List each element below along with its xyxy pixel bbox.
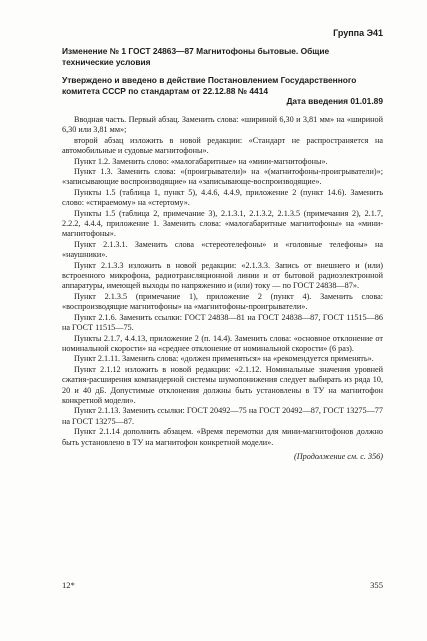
paragraph: Пункт 2.1.12 изложить в новой редакции: «2.1.12. Номинальные значения уровней сжатия-расширения компандерной системы шумопонижения следует выбирать из ряда 10, 20 и 40 дБ. Допустимые отклонения должны быть установлены в ТУ на магнитофон конкретной модели». (62, 364, 383, 405)
page-number: 355 (370, 580, 383, 590)
amendment-title: Изменение № 1 ГОСТ 24863—87 Магнитофоны бытовые. Общие технические условия (62, 46, 330, 67)
paragraph: Пункты 1.5 (таблица 2, примечание 3), 2.1.3.1, 2.1.3.2, 2.1.3.5 (примечания 2), 2.1.7, 2.2.2, 4.4.4, приложение 1. Заменить слова: «малогабаритные магнитофоны» на «мини-магнитофоны». (62, 208, 383, 239)
paragraph: Пункты 2.1.7, 4.4.13, приложение 2 (п. 14.4). Заменить слова: «основное отклонение от номинальной скорости» на «среднее отклонение от номинальной скорости» (6 раз). (62, 333, 383, 353)
page-footer (62, 580, 383, 590)
paragraph: Вводная часть. Первый абзац. Заменить слова: «шириной 6,30 и 3,81 мм» на «шириной 6,30 или 3,81 мм»; (62, 114, 383, 135)
paragraph: Пункт 2.1.14 дополнить абзацем. «Время перемотки для мини-магнитофонов должно быть установлено в ТУ на магнитофон конкретной модели». (62, 427, 383, 447)
paragraph: Пункт 2.1.3.1. Заменить слова «стереотелефоны» и «головные телефоны» на «наушники». (62, 239, 383, 260)
effective-date: Дата введения 01.01.89 (286, 96, 383, 107)
paragraph: Пункт 1.3. Заменить слова: «(проигрыватели)» на «(магнитофоны-проигрыватели)»; «записывающие воспроизводящие» на «записывающе-воспроизводящие». (62, 167, 383, 187)
continuation-note: (Продолжение см. с. 356) (294, 451, 383, 461)
paragraph: Пункты 1.5 (таблица 1, пункт 5), 4.4.6, 4.4.9, приложение 2 (пункт 14.6). Заменить слово: «стираемому» на «стертому». (62, 187, 383, 208)
paragraph: Пункт 2.1.6. Заменить ссылки: ГОСТ 24838—81 на ГОСТ 24838—87, ГОСТ 11515—86 на ГОСТ 11515—75. (62, 312, 383, 333)
approval-statement: Утверждено и введено в действие Постановлением Государственного комитета СССР по стандартам от 22.12.88 № 4414 (62, 75, 357, 96)
paragraph: Пункт 2.1.13. Заменить ссылки: ГОСТ 20492—75 на ГОСТ 20492—87, ГОСТ 13275—77 на ГОСТ 13275—87. (62, 406, 383, 426)
paragraph: второй абзац изложить в новой редакции: «Стандарт не распространяется на автомобильные и судовые магнитофоны». (62, 135, 383, 156)
paragraph: Пункт 2.1.11. Заменить слова: «должен применяться» на «рекомендуется применять». (74, 354, 374, 364)
printer-signature: 12* (62, 580, 75, 590)
paragraph: Пункт 2.1.3.5 (примечание 1), приложение 2 (пункт 4). Заменить слова: «воспроизводящие магнитофоны» на «магнитофоны-проигрыватели». (62, 291, 383, 312)
amendment-body (62, 115, 383, 448)
paragraph: Пункт 1.2. Заменить слово: «малогабаритные» на «мини-магнитофоны». (74, 156, 328, 166)
paragraph: Пункт 2.1.3.3 изложить в новой редакции: «2.1.3.3. Запись от внешнего и (или) встроенного микрофона, радиотрансляционной линии и от бытовой радиоэлектронной аппаратуры, имеющей выходы по напряжению и (или) току — по ГОСТ 24838—87». (62, 260, 383, 291)
group-code: Группа Э41 (333, 28, 383, 38)
